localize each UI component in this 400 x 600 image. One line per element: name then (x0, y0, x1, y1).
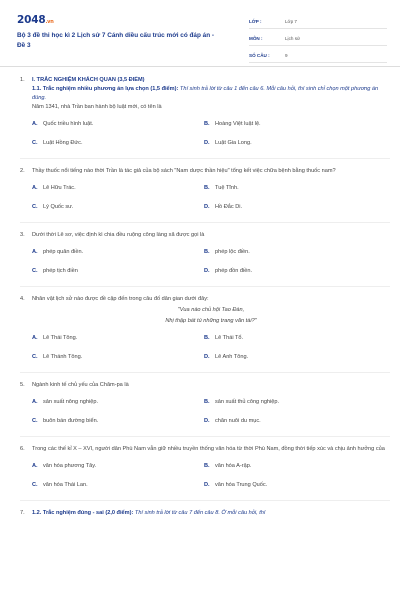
option-letter: B. (204, 249, 210, 255)
divider (20, 222, 390, 223)
option-text: sản xuất nông nghiệp. (43, 399, 99, 405)
question-number: 3. (20, 232, 25, 238)
option[interactable] (32, 462, 204, 472)
divider (20, 500, 390, 501)
option-letter: C. (32, 354, 38, 360)
divider (20, 158, 390, 159)
option-text: Lê Hữu Trác. (43, 185, 76, 191)
option[interactable] (204, 248, 376, 258)
meta-value: Lớp 7 (285, 19, 297, 24)
option-letter: A. (32, 185, 38, 191)
options (32, 120, 390, 158)
option-letter: B. (204, 399, 210, 405)
logo-main: 2048 (17, 14, 46, 26)
meta-label: SỐ CÂU : (249, 53, 270, 58)
quote-line-2: Nhị thập bát tú những trang văn tài?" (165, 318, 257, 324)
option[interactable] (32, 203, 204, 213)
option[interactable] (204, 398, 376, 408)
meta-label: LỚP : (249, 19, 262, 24)
option[interactable] (32, 417, 204, 427)
option[interactable] (204, 139, 376, 149)
option-letter: A. (32, 121, 38, 127)
option[interactable] (204, 184, 376, 194)
option[interactable] (32, 120, 204, 130)
question-text: Dưới thời Lê sơ, việc định kì chia đều ruộng công làng xã được gọi là (32, 232, 205, 238)
option[interactable] (32, 267, 204, 277)
option-letter: D. (204, 204, 210, 210)
question-number: 7. (20, 510, 25, 516)
question-text: Năm 1341, nhà Trần ban hành bộ luật mới, có tên là (32, 104, 162, 110)
content (20, 76, 390, 518)
option-letter: A. (32, 463, 38, 469)
divider (20, 286, 390, 287)
option[interactable] (204, 120, 376, 130)
meta-label: MÔN : (249, 36, 263, 41)
question-number: 6. (20, 446, 25, 452)
question-1 (20, 76, 390, 158)
site-logo[interactable] (17, 14, 54, 26)
option[interactable] (204, 267, 376, 277)
meta-info (249, 16, 387, 67)
option-text: văn hóa Thái Lan. (43, 482, 88, 488)
subsection-title (32, 85, 390, 103)
option[interactable] (204, 203, 376, 213)
option[interactable] (32, 184, 204, 194)
option-text: Quốc triều hình luật. (43, 121, 94, 127)
option-letter: C. (32, 268, 38, 274)
option-letter: A. (32, 249, 38, 255)
option-letter: D. (204, 268, 210, 274)
meta-row-subject (249, 33, 387, 46)
question-7 (20, 509, 390, 518)
option-text: Lê Thái Tổ. (215, 335, 244, 341)
section-title: I. TRẮC NGHIỆM KHÁCH QUAN (3,5 ĐIỂM) (32, 77, 145, 83)
option-text: Lý Quốc sư. (43, 204, 74, 210)
subsection-instruction: Thí sinh trả lời từ câu 1 đến câu 6. Mỗi câu hỏi, thí sinh chỉ chọn một phương án đúng. (32, 86, 379, 101)
question-text: Nhân vật lịch sử nào được đề cập đến trong câu đố dân gian dưới đây: (32, 296, 209, 302)
options (32, 184, 390, 222)
subsection-title-bold: 1.2. Trắc nghiệm đúng - sai (2,0 điểm): (32, 510, 134, 516)
option-text: Hoàng Việt luật lệ. (215, 121, 261, 127)
option-text: phép tịch điền (43, 268, 78, 274)
question-text: Trong các thế kỉ X – XVI, người dân Phù Nam vẫn giữ nhiều truyền thống văn hóa từ thời Phù Nam, đồng thời tiếp xúc và chịu ảnh hưởng của (32, 446, 385, 452)
option[interactable] (32, 248, 204, 258)
option-letter: B. (204, 185, 210, 191)
option-letter: A. (32, 335, 38, 341)
option-text: Hồ Đắc Di. (215, 204, 243, 210)
option-letter: C. (32, 418, 38, 424)
option-text: văn hóa A-rập. (215, 463, 252, 469)
option-text: sản xuất thủ công nghiệp. (215, 399, 280, 405)
option-text: Luật Hồng Đức. (43, 140, 83, 146)
option-letter: C. (32, 140, 38, 146)
option[interactable] (204, 417, 376, 427)
quote-line-1: "Vua nào chủ hội Tao Đàn, (177, 307, 245, 313)
option[interactable] (204, 481, 376, 491)
question-text: Thầy thuốc nổi tiếng nào thời Trần là tác giả của bộ sách "Nam dược thần hiệu" tổng kết việc chữa bệnh bằng thuốc nam? (32, 168, 336, 174)
option-text: Tuệ Tĩnh. (215, 185, 239, 191)
divider (20, 372, 390, 373)
question-5 (20, 381, 390, 436)
option[interactable] (32, 481, 204, 491)
option[interactable] (204, 462, 376, 472)
subsection-title (32, 509, 390, 518)
option[interactable] (32, 334, 204, 344)
option[interactable] (204, 353, 376, 363)
option[interactable] (32, 398, 204, 408)
option-text: Lê Thánh Tông. (43, 354, 83, 360)
meta-value: 9 (285, 53, 288, 58)
question-number: 4. (20, 296, 25, 302)
header (0, 0, 400, 67)
option-text: phép quân điền. (43, 249, 84, 255)
subsection-title-bold: 1.1. Trắc nghiệm nhiều phương án lựa chọn (1,5 điểm): (32, 86, 179, 92)
option-letter: D. (204, 482, 210, 488)
question-3 (20, 231, 390, 286)
option-text: chăn nuôi du mục. (215, 418, 261, 424)
option-text: văn hóa Trung Quốc. (215, 482, 268, 488)
subsection-instruction: Thí sinh trả lời từ câu 7 đến câu 8. Ở mỗi câu hỏi, thí (133, 510, 266, 516)
options (32, 248, 390, 286)
option-letter: D. (204, 354, 210, 360)
question-6 (20, 445, 390, 500)
question-2 (20, 167, 390, 222)
divider (20, 436, 390, 437)
option-letter: B. (204, 335, 210, 341)
option-letter: B. (204, 463, 210, 469)
options (32, 398, 390, 436)
question-number: 2. (20, 168, 25, 174)
option[interactable] (32, 353, 204, 363)
option-letter: B. (204, 121, 210, 127)
option-letter: C. (32, 204, 38, 210)
question-4 (20, 295, 390, 372)
question-text: Ngành kinh tế chủ yếu của Chăm-pa là (32, 382, 129, 388)
logo-suffix: .vn (45, 19, 54, 25)
option-text: phép đồn điền. (215, 268, 253, 274)
option-letter: D. (204, 418, 210, 424)
option-text: buôn bán đường biển. (43, 418, 99, 424)
meta-row-class (249, 16, 387, 29)
option-text: phép lộc điền. (215, 249, 250, 255)
option-letter: D. (204, 140, 210, 146)
document-title: Bộ 3 đề thi học kì 2 Lịch sử 7 Cánh diều cấu trúc mới có đáp án - Đề 3 (17, 32, 215, 49)
meta-value: Lịch sử (285, 36, 301, 41)
option-letter: C. (32, 482, 38, 488)
option-text: văn hóa phương Tây. (43, 463, 97, 469)
options (32, 462, 390, 500)
option-letter: A. (32, 399, 38, 405)
option[interactable] (32, 139, 204, 149)
option-text: Lê Thái Tông. (43, 335, 78, 341)
question-number: 1. (20, 77, 25, 83)
meta-row-count (249, 50, 387, 63)
options (32, 334, 390, 372)
question-number: 5. (20, 382, 25, 388)
option[interactable] (204, 334, 376, 344)
option-text: Luật Gia Long. (215, 140, 252, 146)
option-text: Lê Anh Tông. (215, 354, 249, 360)
